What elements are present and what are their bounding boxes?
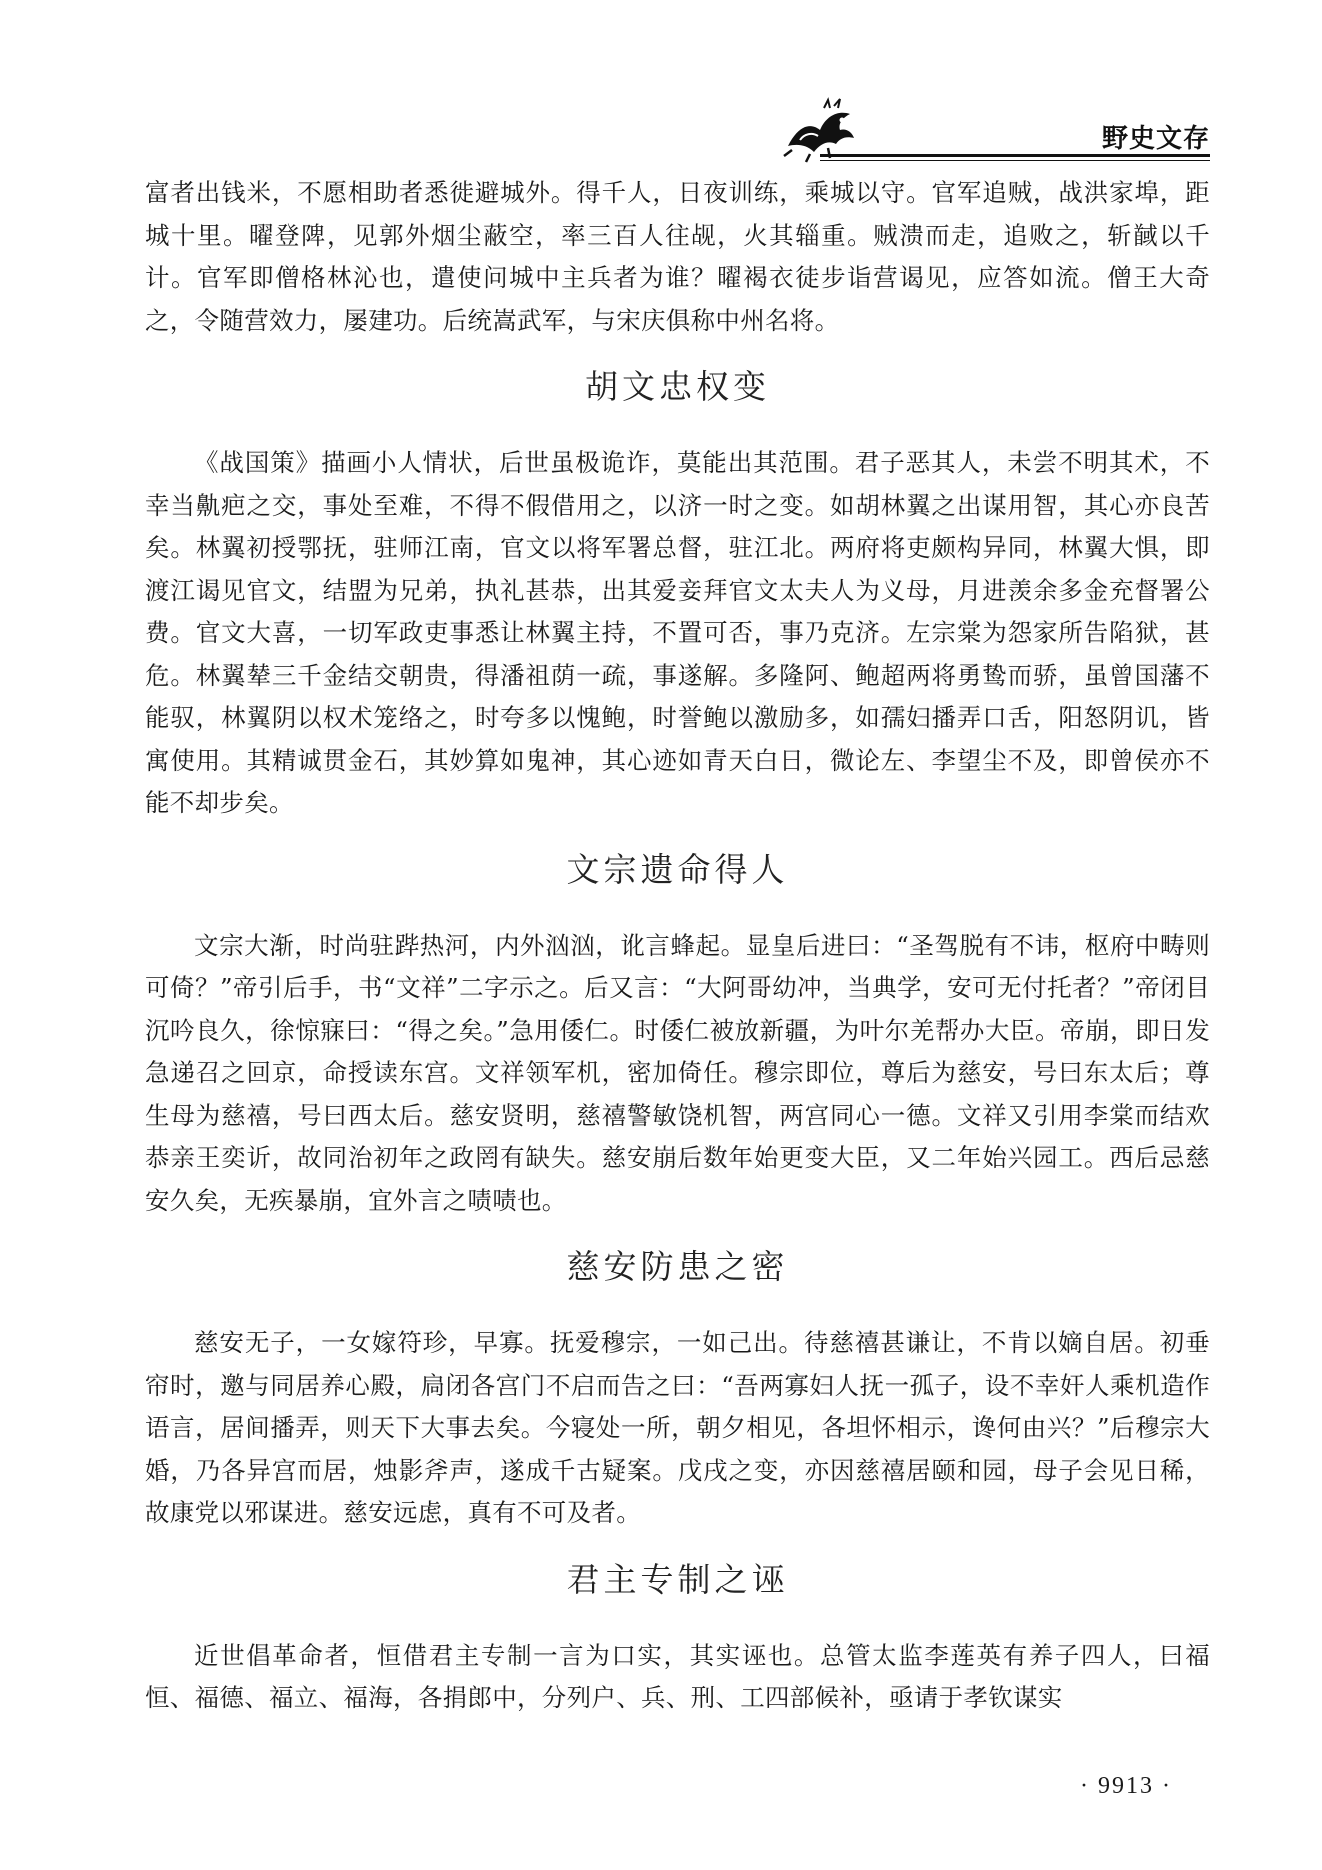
paragraph: 《战国策》描画小人情状，后世虽极诡诈，莫能出其范围。君子恶其人，未尝不明其术，不幸当鼽疤之交，事处至难，不得不假借用之，以济一时之变。如胡林翼之出谋用智，其心亦良苦矣。林翼初授鄂抚，驻师江南，官文以将军署总督，驻江北。两府将吏颇构异同，林翼大惧，即渡江谒见官文，结盟为兄弟，执礼甚恭，出其爱妾拜官文太夫人为义母，月进羡余多金充督署公费。官文大喜，一切军政吏事悉让林翼主持，不置可否，事乃克济。左宗棠为怨家所告陷狱，甚危。林翼辇三千金结交朝贵，得潘祖荫一疏，事遂解。多隆阿、鲍超两将勇鸷而骄，虽曾国藩不能驭，林翼阴以权术笼络之，时夸多以愧鲍，时誉鲍以激励多，如孺妇播弄口舌，阳怒阴讥，皆寓使用。其精诚贯金石，其妙算如鬼神，其心迹如青天白日，微论左、李望尘不及，即曾侯亦不能不却步矣。 (145, 448, 1210, 817)
section-title: 慈安防患之密 (566, 1247, 789, 1286)
page-number: · 9913 · (1080, 1773, 1172, 1799)
section-intro (145, 172, 1210, 342)
section-title: 君主专制之诬 (566, 1559, 789, 1599)
section-title: 文宗遗命得人 (566, 849, 789, 889)
header-rule-thin (820, 160, 1210, 161)
page-body (145, 172, 1210, 1720)
section-title: 胡文忠权变 (585, 367, 770, 406)
paragraph: 近世倡革命者，恒借君主专制一言为口实，其实诬也。总管太监李莲英有养子四人，曰福恒、福德、福立、福海，各捐郎中，分列户、兵、刑、工四部候补，亟请于孝钦谋实 (145, 1640, 1210, 1712)
paragraph: 富者出钱米，不愿相助者悉徙避城外。得千人，日夜训练，乘城以守。官军追贼，战洪家埠，距城十里。曜登陴，见郭外烟尘蔽空，率三百人往觇，火其辎重。贼溃而走，追败之，斩馘以千计。官军即僧格林沁也，遣使问城中主兵者为谁？曜褐衣徒步诣营谒见，应答如流。僧王大奇之，令随营效力，屡建功。后统嵩武军，与宋庆俱称中州名将。 (145, 178, 1210, 335)
running-header-title: 野史文存 (1101, 124, 1210, 154)
paragraph: 慈安无子，一女嫁符珍，早寡。抚爱穆宗，一如己出。待慈禧甚谦让，不肯以嫡自居。初垂帘时，邀与同居养心殿，扃闭各宫门不启而告之曰：“吾两寡妇人抚一孤子，设不幸奸人乘机造作语言，居间播弄，则天下大事去矣。今寝处一所，朝夕相见，各坦怀相示，谗何由兴？”后穆宗大婚，乃各异宫而居，烛影斧声，遂成千古疑案。戊戌之变，亦因慈禧居颐和园，母子会见日稀，故康党以邪谋进。慈安远虑，真有不可及者。 (145, 1328, 1210, 1527)
header-rule-thick (820, 154, 1210, 157)
section-junzhu (145, 1535, 1210, 1720)
section-cian (145, 1222, 1210, 1535)
section-hu-wenzhong (145, 342, 1210, 825)
section-wenzong (145, 825, 1210, 1223)
running-header (780, 96, 1210, 164)
paragraph: 文宗大渐，时尚驻跸热河，内外汹汹，讹言蜂起。显皇后进曰：“圣驾脱有不讳，枢府中畴则可倚？”帝引后手，书“文祥”二字示之。后又言：“大阿哥幼冲，当典学，安可无付托者？”帝闭目沉吟良久，徐惊寐曰：“得之矣。”急用倭仁。时倭仁被放新疆，为叶尔羌帮办大臣。帝崩，即日发急递召之回京，命授读东宫。文祥领军机，密加倚任。穆宗即位，尊后为慈安，号曰东太后；尊生母为慈禧，号曰西太后。慈安贤明，慈禧警敏饶机智，两宫同心一德。文祥又引用李棠而结欢恭亲王奕䜣，故同治初年之政罔有缺失。慈安崩后数年始更变大臣，又二年始兴园工。西后忌慈安久矣，无疾暴崩，宜外言之啧啧也。 (145, 930, 1210, 1215)
